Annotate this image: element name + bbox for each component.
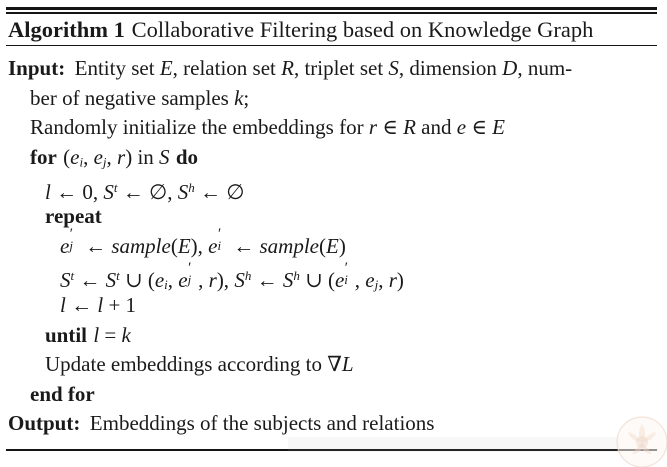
text-seg: ( <box>63 145 71 170</box>
algo-line-output <box>0 409 667 439</box>
math-op: ← <box>74 268 106 293</box>
math-var: e <box>154 268 165 293</box>
math-func: sample <box>259 233 319 258</box>
prime-subscript: ′ i <box>217 225 222 254</box>
math-var: S <box>234 268 245 293</box>
keyword-input: Input: <box>8 56 66 81</box>
text-seg: , triplet set <box>293 56 389 81</box>
algo-line-input <box>0 54 667 84</box>
keyword-do: do <box>175 145 199 170</box>
math-sup: h <box>244 268 252 284</box>
math-var: r <box>208 268 217 293</box>
math-op: ← <box>227 233 260 258</box>
math-var: S <box>177 179 189 204</box>
math-var: E <box>177 233 191 258</box>
text-seg: Entity set <box>74 56 160 81</box>
math-var: e <box>178 268 188 293</box>
math-var: e <box>365 268 375 293</box>
math-op: ∪ ( <box>119 268 155 293</box>
math-sub: i <box>79 154 84 170</box>
text-seg: , <box>354 268 366 293</box>
math-op: ← <box>251 268 283 293</box>
math-op: ∈ <box>466 115 493 140</box>
text-seg: ber of negative samples <box>30 85 235 110</box>
prime-subscript: ′ j <box>69 225 74 254</box>
algorithm-body <box>0 46 667 439</box>
math-sup: t <box>113 179 118 195</box>
watermark-stamp-icon <box>606 412 667 467</box>
top-rule-thick <box>6 7 657 10</box>
math-var: l <box>93 322 100 347</box>
math-var: k <box>121 322 131 347</box>
math-sup: h <box>188 179 195 195</box>
math-var: S <box>159 145 170 170</box>
math-var: S <box>105 268 117 293</box>
math-op: ← ∅, <box>117 179 178 204</box>
math-var: E <box>325 233 339 258</box>
keyword-repeat: repeat <box>45 204 102 229</box>
math-op: = <box>99 322 122 347</box>
algo-line-repeat <box>0 202 667 232</box>
algo-line-input-cont <box>0 84 667 114</box>
math-op: ← 0, <box>50 179 104 204</box>
text-seg: , <box>378 268 389 293</box>
math-var: e <box>70 145 80 170</box>
math-var: D <box>502 56 518 81</box>
text-seg: , <box>198 268 209 293</box>
math-op: ← <box>79 233 112 258</box>
keyword-for: for <box>30 145 57 170</box>
math-var: E <box>492 115 505 140</box>
text-seg: , <box>106 145 118 170</box>
math-sub: i <box>164 277 168 293</box>
prime-subscript: ′ j <box>187 260 192 288</box>
text-seg: ( <box>318 233 326 258</box>
text-seg: Embeddings of the subjects and relations <box>89 411 435 436</box>
math-op: + 1 <box>103 293 137 318</box>
math-var: S <box>388 56 399 81</box>
algo-line-union <box>0 261 667 291</box>
algo-line-update <box>0 350 667 380</box>
math-var: e <box>456 115 467 140</box>
math-var: R <box>281 56 294 81</box>
algo-line-until <box>0 321 667 351</box>
math-var: r <box>388 268 397 293</box>
text-seg: , dimension <box>398 56 503 81</box>
text-seg: ), <box>190 233 209 258</box>
math-var: l <box>97 293 104 318</box>
math-var: S <box>60 268 71 293</box>
algorithm-number-label: Algorithm 1 <box>8 16 125 42</box>
algo-line-for <box>0 143 667 173</box>
prime-subscript: ′ i <box>344 260 349 288</box>
math-sub: j <box>102 154 107 170</box>
math-sup: h <box>293 268 300 284</box>
math-var: l <box>60 293 66 318</box>
math-var: e <box>208 233 218 258</box>
algorithm-caption <box>0 14 667 45</box>
text-seg: ; <box>243 85 250 110</box>
math-var: S <box>282 268 294 293</box>
text-seg: , num- <box>517 56 573 81</box>
math-op: ∪ ( <box>299 268 335 293</box>
text-seg: , relation set <box>172 56 282 81</box>
algo-line-end-for <box>0 380 667 410</box>
keyword-end-for: end for <box>30 381 95 406</box>
math-func: sample <box>111 233 171 258</box>
text-seg: Update embeddings according to ∇ <box>45 352 342 377</box>
math-var: L <box>341 352 354 377</box>
algorithm-title-text: Collaborative Filtering based on Knowledge Graph <box>131 16 594 42</box>
text-seg: ( <box>170 233 178 258</box>
math-var: k <box>234 85 244 110</box>
algo-line-increment <box>0 291 667 321</box>
algo-line-init <box>0 113 667 143</box>
text-seg: Randomly initialize the embeddings for <box>30 115 369 140</box>
text-seg: ) <box>338 233 346 258</box>
algo-line-assign-init <box>0 173 667 203</box>
math-op: ← ∅ <box>194 179 245 204</box>
math-var: r <box>368 115 378 140</box>
math-op: ← <box>65 293 98 318</box>
algo-line-sample <box>0 225 667 262</box>
text-seg: , <box>167 268 179 293</box>
math-sup: t <box>116 268 120 284</box>
watermark-band <box>288 437 620 452</box>
math-var: r <box>117 145 126 170</box>
math-var: e <box>334 268 345 293</box>
math-var: e <box>60 233 70 258</box>
text-seg: and <box>415 115 457 140</box>
math-op: ∈ <box>377 115 404 140</box>
math-var: l <box>45 179 51 204</box>
math-var: E <box>159 56 173 81</box>
math-var: R <box>403 115 416 140</box>
math-var: e <box>93 145 103 170</box>
keyword-until: until <box>45 322 88 347</box>
math-sub: j <box>374 277 379 293</box>
text-seg: , <box>83 145 94 170</box>
math-sup: t <box>70 268 75 284</box>
text-seg: ), <box>216 268 235 293</box>
keyword-output: Output: <box>8 411 81 436</box>
text-seg: ) in <box>125 145 160 170</box>
text-seg: ) <box>396 268 404 293</box>
math-var: S <box>103 179 114 204</box>
